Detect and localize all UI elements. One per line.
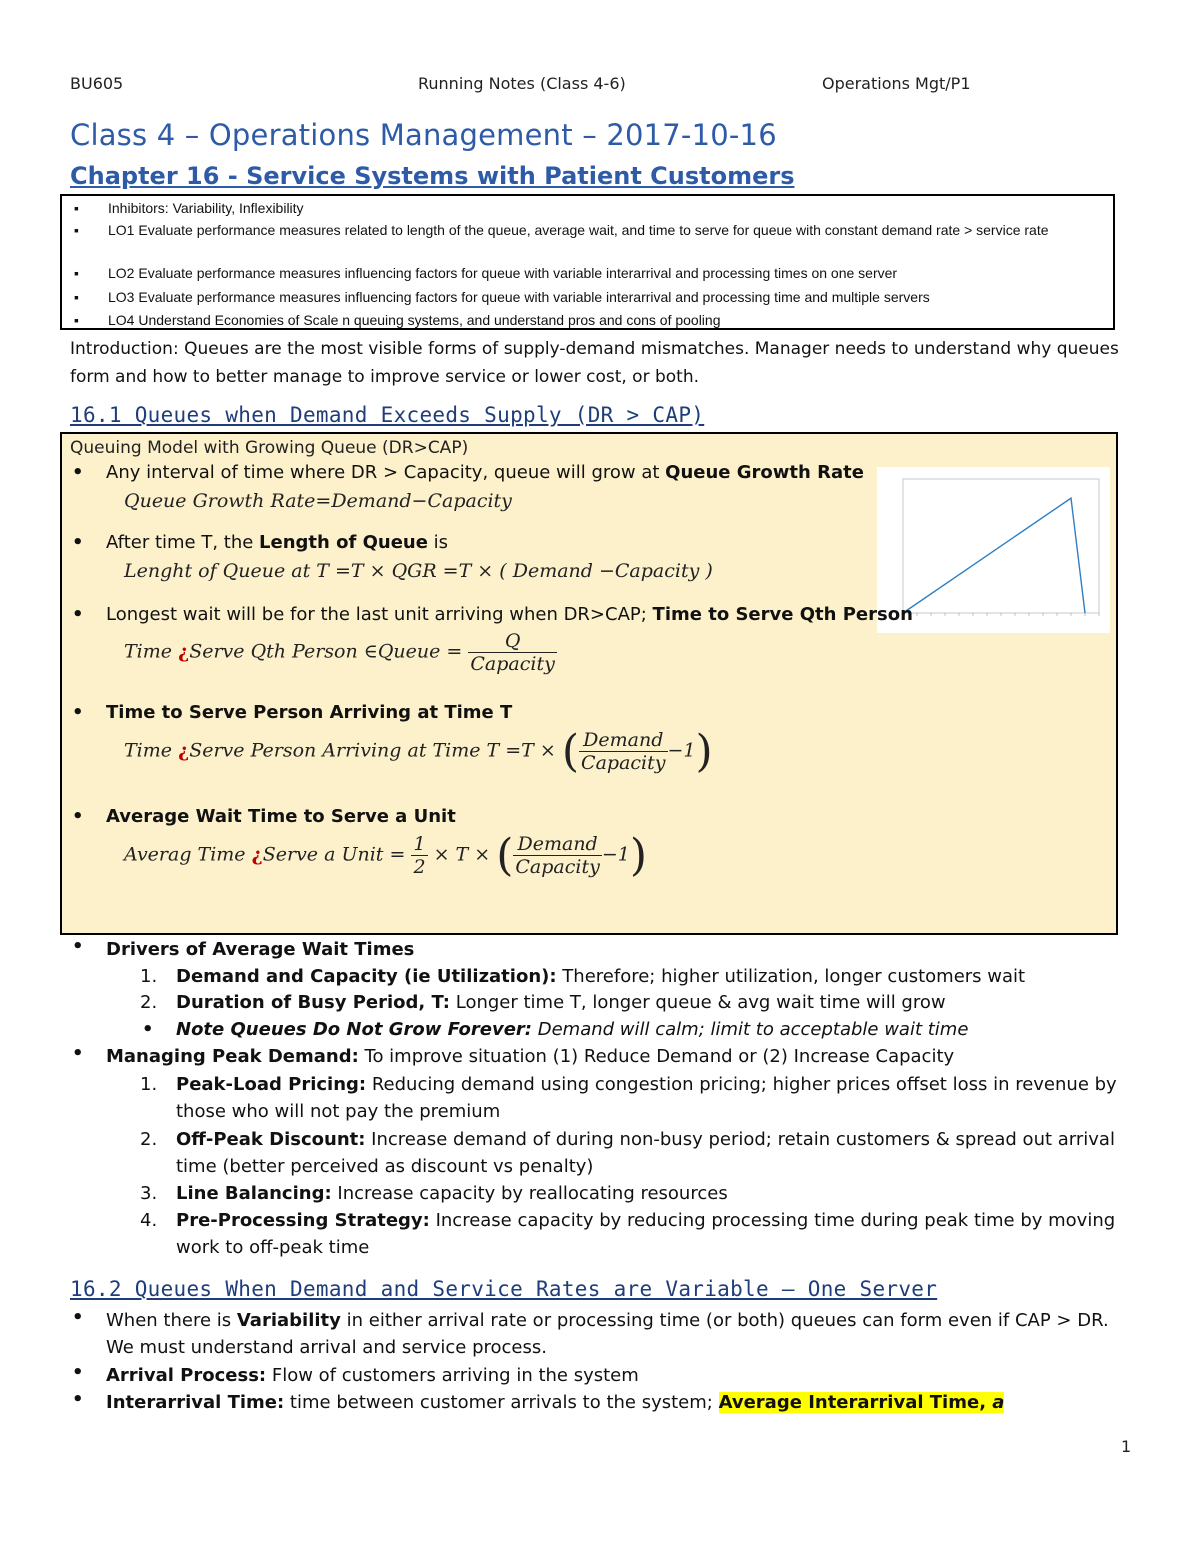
s2-interarrival-time: Interarrival Time: time between customer arrivals to the system; Average Interarrival Time, a: [106, 1392, 1005, 1413]
driver-item: Demand and Capacity (ie Utilization): Therefore; higher utilization, longer customers wait: [176, 966, 1026, 987]
series-line: [903, 498, 1085, 613]
peak-number: 2.: [140, 1129, 158, 1150]
bullet-time-arriving-t: Time to Serve Person Arriving at Time T: [106, 702, 513, 723]
intro-paragraph: Introduction: Queues are the most visible forms of supply-demand mismatches. Manager needs to understand why queues form and how to better manage to improve service or lower cost, or both.: [70, 339, 1119, 387]
bullet-icon: •: [72, 1389, 84, 1410]
bullet-length-of-queue: After time T, the Length of Queue is: [106, 532, 449, 553]
header-course: BU605: [70, 74, 124, 93]
bullet-icon: •: [72, 1043, 84, 1064]
bullet-icon: ▪: [74, 289, 79, 305]
bullet-icon: •: [72, 1307, 84, 1328]
formula-queue-growth-rate: Queue Growth Rate=Demand−Capacity: [124, 490, 512, 512]
s2-variability: When there is Variability in either arrival rate or processing time (or both) queues can form even if CAP > DR. We must understand arrival and service process.: [106, 1310, 1109, 1358]
driver-number: 1.: [140, 966, 158, 987]
bullet-icon: •: [72, 462, 84, 483]
bullet-icon: ▪: [74, 200, 79, 216]
page-title: Class 4 – Operations Management – 2017-10-16: [70, 118, 777, 152]
section-heading-16-2: 16.2 Queues When Demand and Service Rates are Variable – One Server: [70, 1277, 938, 1301]
formula-time-to-serve-qth: Time ¿Serve Qth Person ∈Queue = $\frac{Q}{\text{Capacity}}$: [124, 630, 555, 675]
drivers-title: Drivers of Average Wait Times: [106, 939, 415, 960]
bullet-queue-growth: Any interval of time where DR > Capacity, queue will grow at Queue Growth Rate: [106, 462, 864, 483]
peak-item: Off-Peak Discount: Increase demand of during non-busy period; retain customers & spread out arrival time (better perceived as discount vs penalty): [176, 1129, 1115, 1177]
page-number: 1: [1121, 1437, 1132, 1456]
driver-bullet-icon: •: [142, 1019, 154, 1040]
formula-length-of-queue: Lenght of Queue at T =T × QGR =T × ( Demand −Capacity ): [124, 560, 713, 582]
queuing-model-box: [60, 432, 1118, 935]
driver-number: 2.: [140, 992, 158, 1013]
bullet-icon: ▪: [74, 222, 79, 238]
peak-item: Peak-Load Pricing: Reducing demand using congestion pricing; higher prices offset loss in revenue by those who will not pay the premium: [176, 1074, 1117, 1122]
bullet-icon: ▪: [74, 312, 79, 328]
bullet-icon: •: [72, 806, 84, 827]
objective-item: ▪ LO1 Evaluate performance measures related to length of the queue, average wait, and time to serve for queue with constant demand rate > service rate: [74, 219, 1104, 241]
objective-item: ▪ LO4 Understand Economies of Scale n queuing systems, and understand pros and cons of pooling: [74, 309, 1104, 331]
peak-number: 3.: [140, 1183, 158, 1204]
bullet-longest-wait: Longest wait will be for the last unit arriving when DR>CAP; Time to Serve Qth Person: [106, 604, 913, 625]
header-notes: Running Notes (Class 4-6): [418, 74, 626, 93]
chapter-title: Chapter 16 - Service Systems with Patient Customers: [70, 162, 795, 190]
highlighted-term: Average Interarrival Time, a: [718, 1392, 1005, 1413]
objectives-box: [60, 194, 1115, 330]
bullet-icon: •: [72, 702, 84, 723]
bullet-average-wait: Average Wait Time to Serve a Unit: [106, 806, 456, 827]
peak-item: Line Balancing: Increase capacity by reallocating resources: [176, 1183, 728, 1204]
objective-item: ▪ LO3 Evaluate performance measures influencing factors for queue with variable interarrival and processing time and multiple servers: [74, 286, 1104, 308]
bullet-icon: •: [72, 936, 84, 957]
section-heading-16-1: 16.1 Queues when Demand Exceeds Supply (DR > CAP): [70, 403, 705, 427]
peak-title: Managing Peak Demand: To improve situation (1) Reduce Demand or (2) Increase Capacity: [106, 1046, 955, 1067]
driver-item: Note Queues Do Not Grow Forever: Demand will calm; limit to acceptable wait time: [176, 1019, 969, 1040]
peak-number: 4.: [140, 1210, 158, 1231]
peak-item: Pre-Processing Strategy: Increase capacity by reducing processing time during peak time by moving work to off-peak time: [176, 1210, 1116, 1258]
driver-item: Duration of Busy Period, T: Longer time T, longer queue & avg wait time will grow: [176, 992, 946, 1013]
bullet-icon: •: [72, 532, 84, 553]
bullet-icon: ▪: [74, 265, 79, 281]
box-heading: Queuing Model with Growing Queue (DR>CAP): [70, 438, 469, 458]
header-subject: Operations Mgt/P1: [822, 74, 971, 93]
bullet-icon: •: [72, 604, 84, 625]
s2-arrival-process: Arrival Process: Flow of customers arriving in the system: [106, 1365, 639, 1386]
peak-number: 1.: [140, 1074, 158, 1095]
formula-average-wait: Averag Time ¿Serve a Unit = $\frac{1}{2}$ × T × ( $\frac{\text{Demand}}{\text{Capacity}}$ −1): [124, 830, 648, 881]
objective-item: ▪ LO2 Evaluate performance measures influencing factors for queue with variable interarrival and processing times on one server: [74, 262, 1104, 284]
objective-item: ▪ Inhibitors: Variability, Inflexibility: [74, 197, 1104, 219]
bullet-icon: •: [72, 1362, 84, 1383]
formula-time-arriving-t: Time ¿Serve Person Arriving at Time T =T × ( $\frac{\text{Demand}}{\text{Capacity}}$ −1): [124, 726, 713, 777]
